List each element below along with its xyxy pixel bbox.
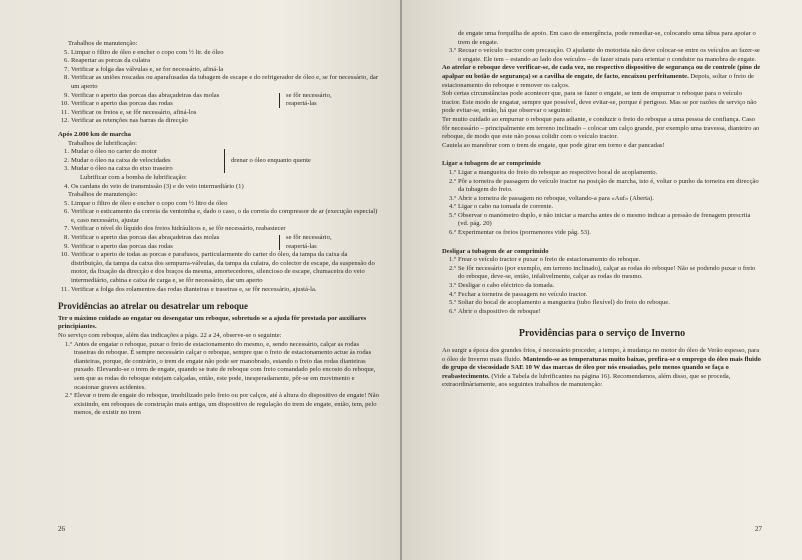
list-item: 6. Verificar o esticamento da correia da ventoinha e, dado o caso, o da correia do compressor de ar (execução especial) e, caso necessário, ajustar bbox=[64, 208, 378, 224]
list-item: 5.º Soltar do bocal de acoplamento a mangueira (tubo flexível) do freio do reboque. bbox=[449, 299, 670, 307]
list-item: 5.º Observar o manómetro duplo, e não iniciar a marcha antes de o mesmo indicar a pressão de frenagem prescrita (vd. pág. 20) bbox=[449, 211, 751, 228]
list-item: 10. Verificar o aperto de todas as porcas e parafusos, particularmente do carter do óleo, da tampa da caixa da distribuição, da tampa da caixa dos sempurra-válvulas, da tampa da culatra, do colector de escape, da suspensão do motor, da fixação da direcção e dos braços da mesma, amortecedores, silencioso de escape, chumaceira do veio intermediário, cabina e caixa de carga e, se fôr necessário, dar um aperto bbox=[60, 251, 375, 285]
trailer-warning: Ter o máximo cuidado ao engatar ou desengatar um reboque, sobretudo se a ajuda fôr prestada por auxiliares principiantes. bbox=[58, 314, 367, 331]
list-item: 1.º Frear o veículo tractor e puxar o freio de estacionamento do reboque. bbox=[449, 256, 641, 264]
list-item: 5. Limpar o filtro de óleo e encher o copo com ½ litro de óleo bbox=[64, 199, 228, 207]
lubrication-heading: Trabalhos de lubrificação: bbox=[68, 139, 137, 147]
trailer-steps bbox=[58, 341, 380, 418]
trailer-section-title: Providências ao atrelar ou desatrelar um reboque bbox=[58, 301, 248, 312]
after-2000km-heading: Após 2.000 km de marcha bbox=[58, 130, 131, 138]
list-item: 7. Verificar o nível do líquido dos freios hidráulicos e, se fôr necessário, reabastecer bbox=[64, 225, 286, 233]
list-item: 6. Reapertar as porcas da culatra bbox=[64, 57, 151, 65]
list-item: 9. Verificar o aperto das porcas das abraçadeiras das molas bbox=[64, 91, 220, 99]
list-item: 3.º Desligar o cabo eléctrico da tomada. bbox=[449, 282, 555, 290]
list-item: 1.º Ligar a mangueira do freio do reboque ao respectivo bocal de acoplamento. bbox=[449, 168, 658, 176]
brace-group-1 bbox=[58, 92, 380, 109]
list-item: 12. Verificar as retenções nas barras da direcção bbox=[60, 117, 188, 125]
maintenance-list-1 bbox=[58, 49, 380, 92]
page-number: 27 bbox=[755, 525, 762, 534]
list-item: 11. Verificar os freios e, se fôr necessário, afiná-los bbox=[61, 108, 197, 116]
list-item: 1. Mudar o óleo no carter do motor bbox=[64, 148, 158, 156]
list-item: 7. Verificar a folga das válvulas e, se for necessário, afiná-la bbox=[64, 65, 224, 73]
list-item: 2.º Elevar o trem de engate do reboque, imobilizado pelo freio ou por calços, até à altura do dispositivo de engate! Não existindo, em reboques de construção mais antiga, um dispositivo de regulação do trem de engate, então, tem, pelo menos, de existir no trem bbox=[65, 392, 380, 417]
list-item: 4.º Fechar a torneira de passagem no veículo tractor. bbox=[449, 290, 588, 298]
brace-mark bbox=[273, 93, 280, 108]
connect-air-heading: Ligar a tubagem de ar comprimido bbox=[442, 160, 541, 168]
connect-steps bbox=[442, 169, 762, 238]
maintenance-list-3 bbox=[58, 200, 380, 234]
brace-note: se fôr necessário, reapertá-las bbox=[286, 234, 332, 250]
winter-section-title: Providências para o serviço de Inverno bbox=[518, 328, 686, 340]
disconnect-steps bbox=[442, 256, 762, 316]
list-item: 9. Verificar o aperto das porcas das rodas bbox=[64, 242, 173, 250]
lubrication-pump-heading: Lubrificar com a bomba de lubrificação: bbox=[80, 173, 187, 181]
maintenance-heading: Trabalhos de manutenção: bbox=[68, 191, 138, 199]
brace-mark bbox=[273, 235, 280, 250]
caution-paragraph: Ter muito cuidado ao empurrar o reboque para adiante, e conduzir o freio do reboque a uma pessoa de confiança. Caso fôr necessário – principalmente em terreno inclinado – colocar um calço grande, por exemplo uma travessa, dianteiro ao reboque, de modo que este não possa colidir com o veículo tractor. bbox=[442, 115, 760, 141]
disconnect-air-heading: Desligar a tubagem de ar comprimido bbox=[442, 247, 549, 255]
right-page bbox=[402, 0, 802, 560]
caution-note: Cautela ao manobrar com o trem de engate, que pode girar em torno e dar pancadas! bbox=[442, 141, 665, 149]
list-item: 11. Verificar a folga dos rolamentos das rodas dianteiras e traseiras e, se fôr necessário, ajustá-la. bbox=[61, 285, 317, 293]
brace-note: se fôr necessário, reapertá-las bbox=[286, 91, 332, 108]
maintenance-list-4 bbox=[58, 251, 380, 294]
list-item: 10. Verificar o aperto das porcas das rodas bbox=[60, 100, 173, 108]
maintenance-heading: Trabalhos de manutenção: bbox=[68, 40, 138, 47]
list-item: 6.º Abrir o dispositivo de reboque! bbox=[449, 307, 541, 315]
list-item: 2.º Pôr a torneira de passagem do veículo tractor na posição de marcha, isto é, voltar o punho da torneira em direcção da tubagem do freio. bbox=[449, 177, 759, 194]
trailer-intro: No serviço com reboque, além das indicações a págs. 22 a 24, observe-se o seguinte: bbox=[58, 332, 282, 339]
list-item: 2. Mudar o óleo na caixa de velocidades bbox=[64, 156, 171, 164]
list-item: 3.º Recuar o veículo tractor com precaução. O ajudante do motorista não deve colocar-se entre os veículos ao fazer-se o engate. Ele tem – estando ao lado dos veículos – de fazer sinais para orientar o condutor na manobra de engate. bbox=[449, 47, 760, 63]
page-number: 26 bbox=[58, 525, 65, 534]
list-item: 5. Limpar o filtro de óleo e encher o copo com ½ ltr. de óleo bbox=[64, 48, 224, 56]
list-item: 3.º Abrir a torneira de passagem no reboque, voltando-a para «Auf» (Aberta). bbox=[449, 194, 654, 202]
list-item: 8. Verificar as uniões roscadas ou aparafusadas da tubagem de escape e do refrigerador de óleo e, se for necessário, dar um aperto bbox=[64, 74, 379, 90]
list-item: 4.º Ligar o cabo na tomada de corrente. bbox=[449, 203, 554, 211]
list-item: 6.º Experimentar os freios (pormenores vide pág. 53). bbox=[449, 229, 591, 237]
list-item: 3. Mudar o óleo na caixa do eixo traseiro bbox=[64, 165, 173, 173]
list-item: 4. Os cardans do veio de transmissão (3) e do veio intermediário (1) bbox=[64, 182, 244, 190]
maintenance-list-2 bbox=[58, 109, 380, 126]
brace-group-2 bbox=[58, 148, 380, 174]
list-item: 1.º Antes de engatar o reboque, puxar o freio de estacionamento do mesmo, e, sendo necessário, calçar as rodas traseiras do reboque. É sempre necessário calçar o reboque, sempre que o freio de estacionamento actue às rodas dianteiras, porque, de contrário, o trem de engate não pode ser manobrado, estando o freio das rodas dianteiras puxado. Elevando-se o trem de engate, quando se trate de reboque com freio comandado pelo encosto do reboque, sem que as rodas do reboque estejam calçadas, então, este pode, inesperadamente, pôr-se em movimento e ocasionar graves acidentes. bbox=[65, 340, 376, 391]
winter-paragraph: Ao surgir a época dos grandes frios, é necessário proceder, a tempo, à mudança no motor do óleo de Verão espesso, para o óleo de Inverno mais fluido. Mantendo-se as temperaturas muito baixas, prefira-se o emprego do óleo mais fluido do grupo de viscosidade SAE 10 W das marcas de óleo por nós ensaiadas, pelo menos quando se faça o reabastecimento. (Vide a Tabela de lubrificantes na página 16). Recomendamos, além disso, que se proceda, extraordinàriamente, aos seguintes trabalhos de manutenção: bbox=[442, 347, 761, 389]
continued-text: de engate uma forquilha de apoio. Em caso de emergência, pode remediar-se, colocando uma tábua para apoiar o trem de engate. bbox=[458, 30, 756, 46]
list-item: 8. Verificar o aperto das porcas das abraçadeiras das molas bbox=[64, 234, 220, 242]
brace-mark bbox=[218, 149, 225, 173]
brace-group-3 bbox=[58, 234, 380, 251]
list-item: 2.º Se fôr necessário (por exemplo, em terreno inclinado), calçar as rodas do reboque! Não se podendo puxar o freio do reboque, deve-se, então, infalivelmente, calçar as rodas do mesmo. bbox=[449, 264, 756, 281]
brace-note: drenar o óleo enquanto quente bbox=[231, 156, 311, 164]
left-page bbox=[0, 0, 400, 560]
coupling-check-paragraph: Ao atrelar o reboque deve verificar-se, de cada vez, no respectivo dispositivo de segurança ou de controle (pino de apalpar ou botão de segurança) se a cavilha de engate, de facto, encaixou perfeitamente. Depois, soltar o freio de estacionamento do reboque e remover os calços. bbox=[442, 64, 761, 89]
pushing-paragraph: Sob certas circunstâncias pode acontecer que, para se fazer o engate, se tem de empurrar o reboque para o veículo tractor. Este modo de engatar, sempre que possível, deve evitar-se, porque é perigoso. Mas se por razões de serviço não pode evitar-se, então, há que observar o seguinte: bbox=[442, 90, 757, 115]
